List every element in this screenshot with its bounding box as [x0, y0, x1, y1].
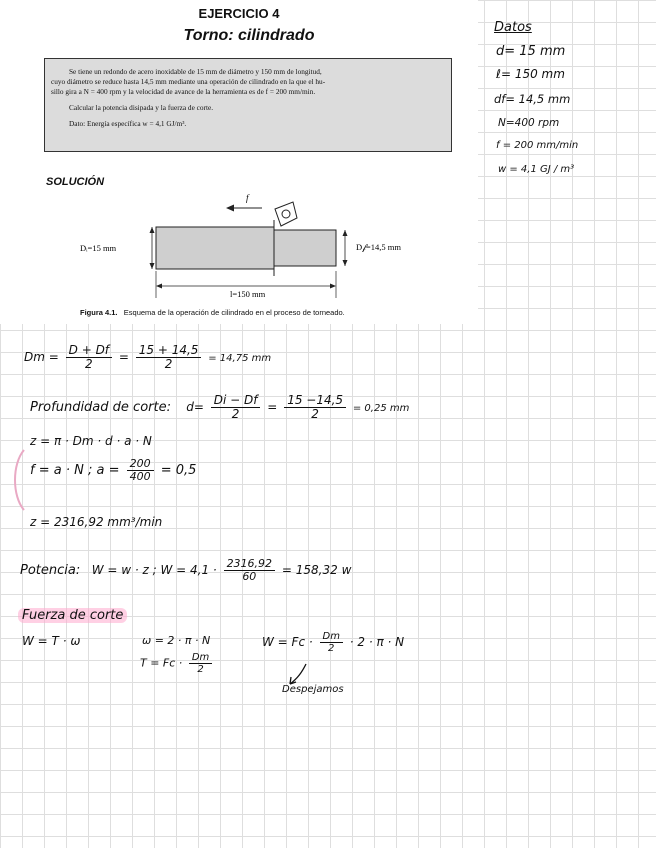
- despejamos-note: Despejamos: [282, 684, 344, 695]
- statement-line: Se tiene un redondo de acero inoxidable de 15 mm de diámetro y 150 mm de longitud,: [69, 67, 322, 76]
- workpiece-reduced: [274, 230, 336, 266]
- cut-depth-equation: Profundidad de corte: d= $\frac{Di - Df}{2}$ = $\frac{15 -14,5}{2}$ = 0,25 mm: [30, 393, 410, 422]
- textbook-excerpt: [0, 0, 478, 324]
- power-torque-formula: W = T · ω: [22, 634, 81, 648]
- statement-line: cuyo diámetro se reduce hasta 14,5 mm mediante una operación de cilindrado en la que el hu-: [51, 77, 326, 86]
- omega-formula: ω = 2 · π · N: [142, 634, 211, 647]
- caption-number: Figura 4.1.: [80, 308, 118, 317]
- problem-statement-box: [44, 58, 452, 152]
- figure-caption: [80, 308, 345, 317]
- exercise-title: Torno: cilindrado: [183, 27, 315, 44]
- statement-line: sillo gira a N = 400 rpm y la velocidad de avance de la herramienta es de f = 200 mm/min.: [51, 87, 316, 96]
- datos-item: df= 14,5 mm: [494, 92, 571, 106]
- df-label: D𝒻=14,5 mm: [356, 242, 401, 252]
- di-label: Dᵢ=15 mm: [80, 243, 117, 253]
- caption-text: Esquema de la operación de cilindrado en el proceso de torneado.: [123, 308, 345, 317]
- length-label: l=150 mm: [230, 289, 266, 299]
- feed-equation: f = a · N ; a = $\frac{200}{400}$ = 0,5: [30, 457, 197, 484]
- datos-item: ℓ= 150 mm: [496, 67, 565, 81]
- cutting-tool-icon: [275, 202, 297, 226]
- torque-formula: T = Fc · $\frac{Dm}{2}$: [140, 652, 215, 675]
- datos-item: w = 4,1 GJ / m³: [498, 164, 575, 175]
- datos-item: d= 15 mm: [496, 44, 566, 59]
- datos-item: N=400 rpm: [498, 117, 560, 129]
- force-section-title: Fuerza de corte: [18, 608, 127, 623]
- bracket-mark: [8, 448, 28, 512]
- feed-arrow-icon: [226, 205, 262, 212]
- exercise-number: EJERCICIO 4: [198, 6, 280, 21]
- datos-title: Datos: [494, 20, 532, 35]
- power-force-formula: W = Fc · $\frac{Dm}{2}$ · 2 · π · N: [262, 631, 405, 654]
- datos-item: f = 200 mm/min: [496, 140, 579, 151]
- z-formula: z = π · Dm · d · a · N: [30, 434, 152, 448]
- statement-line: Dato: Energía específica w = 4,1 GJ/m³.: [69, 119, 187, 128]
- z-result: z = 2316,92 mm³/min: [30, 515, 163, 529]
- solution-label: SOLUCIÓN: [46, 176, 105, 188]
- dm-equation: Dm = $\frac{D + Df}{2}$ = $\frac{15 + 14,5}{2}$ = 14,75 mm: [24, 343, 272, 372]
- workpiece-original: [156, 227, 274, 269]
- turning-diagram: [0, 190, 478, 320]
- statement-line: Calcular la potencia disipada y la fuerza de corte.: [69, 103, 214, 112]
- feed-label: f: [246, 193, 249, 203]
- power-equation: Potencia: W = w · z ; W = 4,1 · $\frac{2316,92}{60}$ = 158,32 w: [20, 557, 352, 584]
